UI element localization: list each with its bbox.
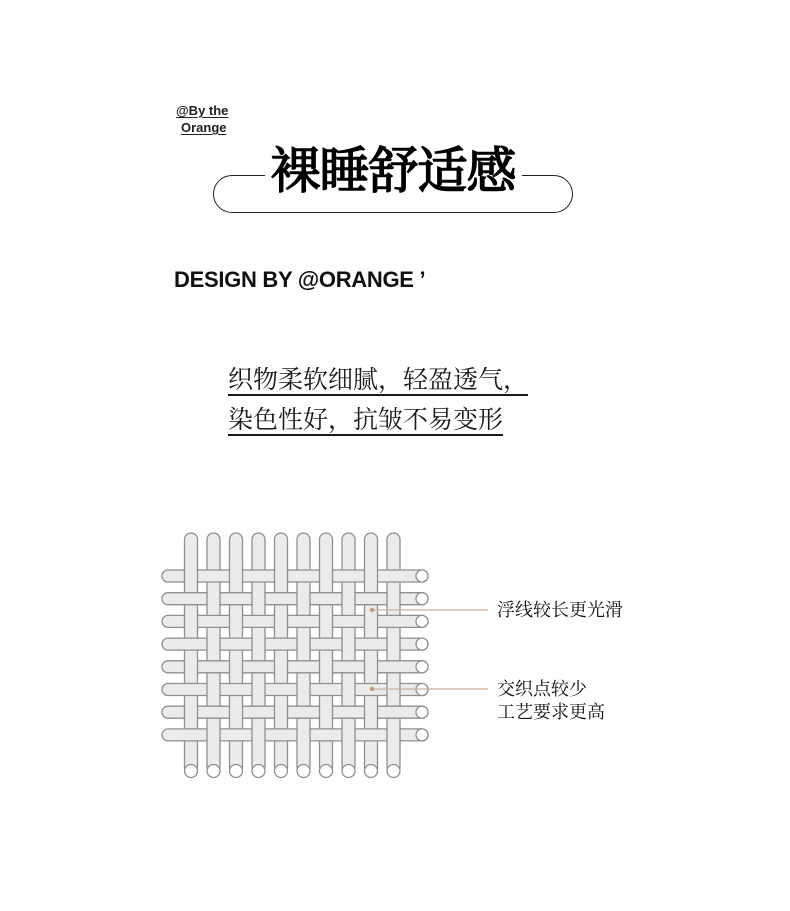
weft-thread-end	[416, 593, 428, 605]
leader-dot-float	[370, 608, 374, 612]
warp-over-segment	[387, 635, 400, 653]
weft-thread	[162, 570, 428, 582]
warp-over-segment	[185, 703, 198, 721]
warp-over-segment	[320, 658, 333, 676]
warp-over-segment	[207, 681, 220, 699]
brand-line-2: Orange	[181, 120, 227, 135]
design-credit: DESIGN BY @ORANGE ’	[174, 267, 426, 292]
warp-over-segment	[365, 703, 378, 721]
description	[228, 360, 528, 440]
warp-over-segment	[297, 590, 310, 608]
warp-over-segment	[252, 726, 265, 744]
warp-thread-end	[252, 765, 265, 778]
warp-thread-end	[365, 765, 378, 778]
weft-thread-end	[416, 661, 428, 673]
page-title-text: 裸睡舒适感	[265, 142, 522, 200]
warp-over-segment	[320, 567, 333, 585]
warp-over-segment	[185, 658, 198, 676]
warp-over-segment	[230, 567, 243, 585]
warp-thread-end	[320, 765, 333, 778]
warp-over-segment	[207, 726, 220, 744]
warp-thread-end	[185, 765, 198, 778]
warp-over-segment	[275, 703, 288, 721]
description-line-1: 织物柔软细腻，轻盈透气，	[228, 365, 529, 394]
warp-over-segment	[342, 681, 355, 699]
warp-over-segment	[275, 658, 288, 676]
callout-cross	[497, 678, 605, 724]
warp-thread-end	[342, 765, 355, 778]
warp-over-segment	[342, 726, 355, 744]
warp-thread-end	[297, 765, 310, 778]
warp-over-segment	[365, 567, 378, 585]
callout-cross-line-2: 工艺要求更高	[497, 702, 605, 723]
warp-thread-end	[387, 765, 400, 778]
weft-thread	[162, 661, 428, 673]
weave-threads	[162, 533, 428, 778]
warp-over-segment	[185, 612, 198, 630]
warp-over-segment	[185, 567, 198, 585]
warp-over-segment	[275, 612, 288, 630]
warp-over-segment	[230, 612, 243, 630]
description-line-2: 染色性好，抗皱不易变形	[228, 405, 504, 434]
weave-diagram	[150, 525, 630, 785]
warp-over-segment	[342, 590, 355, 608]
warp-over-segment	[252, 681, 265, 699]
warp-over-segment	[230, 658, 243, 676]
page-title	[213, 138, 573, 204]
warp-over-segment	[365, 658, 378, 676]
warp-thread-end	[207, 765, 220, 778]
warp-over-segment	[297, 681, 310, 699]
weft-thread-end	[416, 706, 428, 718]
warp-thread-end	[230, 765, 243, 778]
warp-over-segment	[252, 635, 265, 653]
weft-thread	[162, 615, 428, 627]
weft-thread-end	[416, 570, 428, 582]
weft-thread-end	[416, 638, 428, 650]
warp-over-segment	[342, 635, 355, 653]
warp-thread-end	[275, 765, 288, 778]
brand-line-1: @By the	[176, 103, 229, 118]
warp-over-segment	[320, 612, 333, 630]
warp-over-segment	[252, 590, 265, 608]
callout-float: 浮线较长更光滑	[497, 600, 623, 621]
warp-over-segment	[275, 567, 288, 585]
warp-over-segment	[297, 635, 310, 653]
warp-over-segment	[387, 726, 400, 744]
warp-over-segment	[230, 703, 243, 721]
weft-thread	[162, 706, 428, 718]
weft-thread-end	[416, 615, 428, 627]
callout-cross-line-1: 交织点较少	[497, 679, 587, 700]
weft-thread-end	[416, 729, 428, 741]
brand-mark	[176, 102, 228, 136]
leader-dot-cross	[370, 687, 374, 691]
warp-over-segment	[365, 612, 378, 630]
warp-over-segment	[207, 590, 220, 608]
warp-over-segment	[297, 726, 310, 744]
warp-over-segment	[320, 703, 333, 721]
warp-over-segment	[387, 590, 400, 608]
warp-over-segment	[207, 635, 220, 653]
